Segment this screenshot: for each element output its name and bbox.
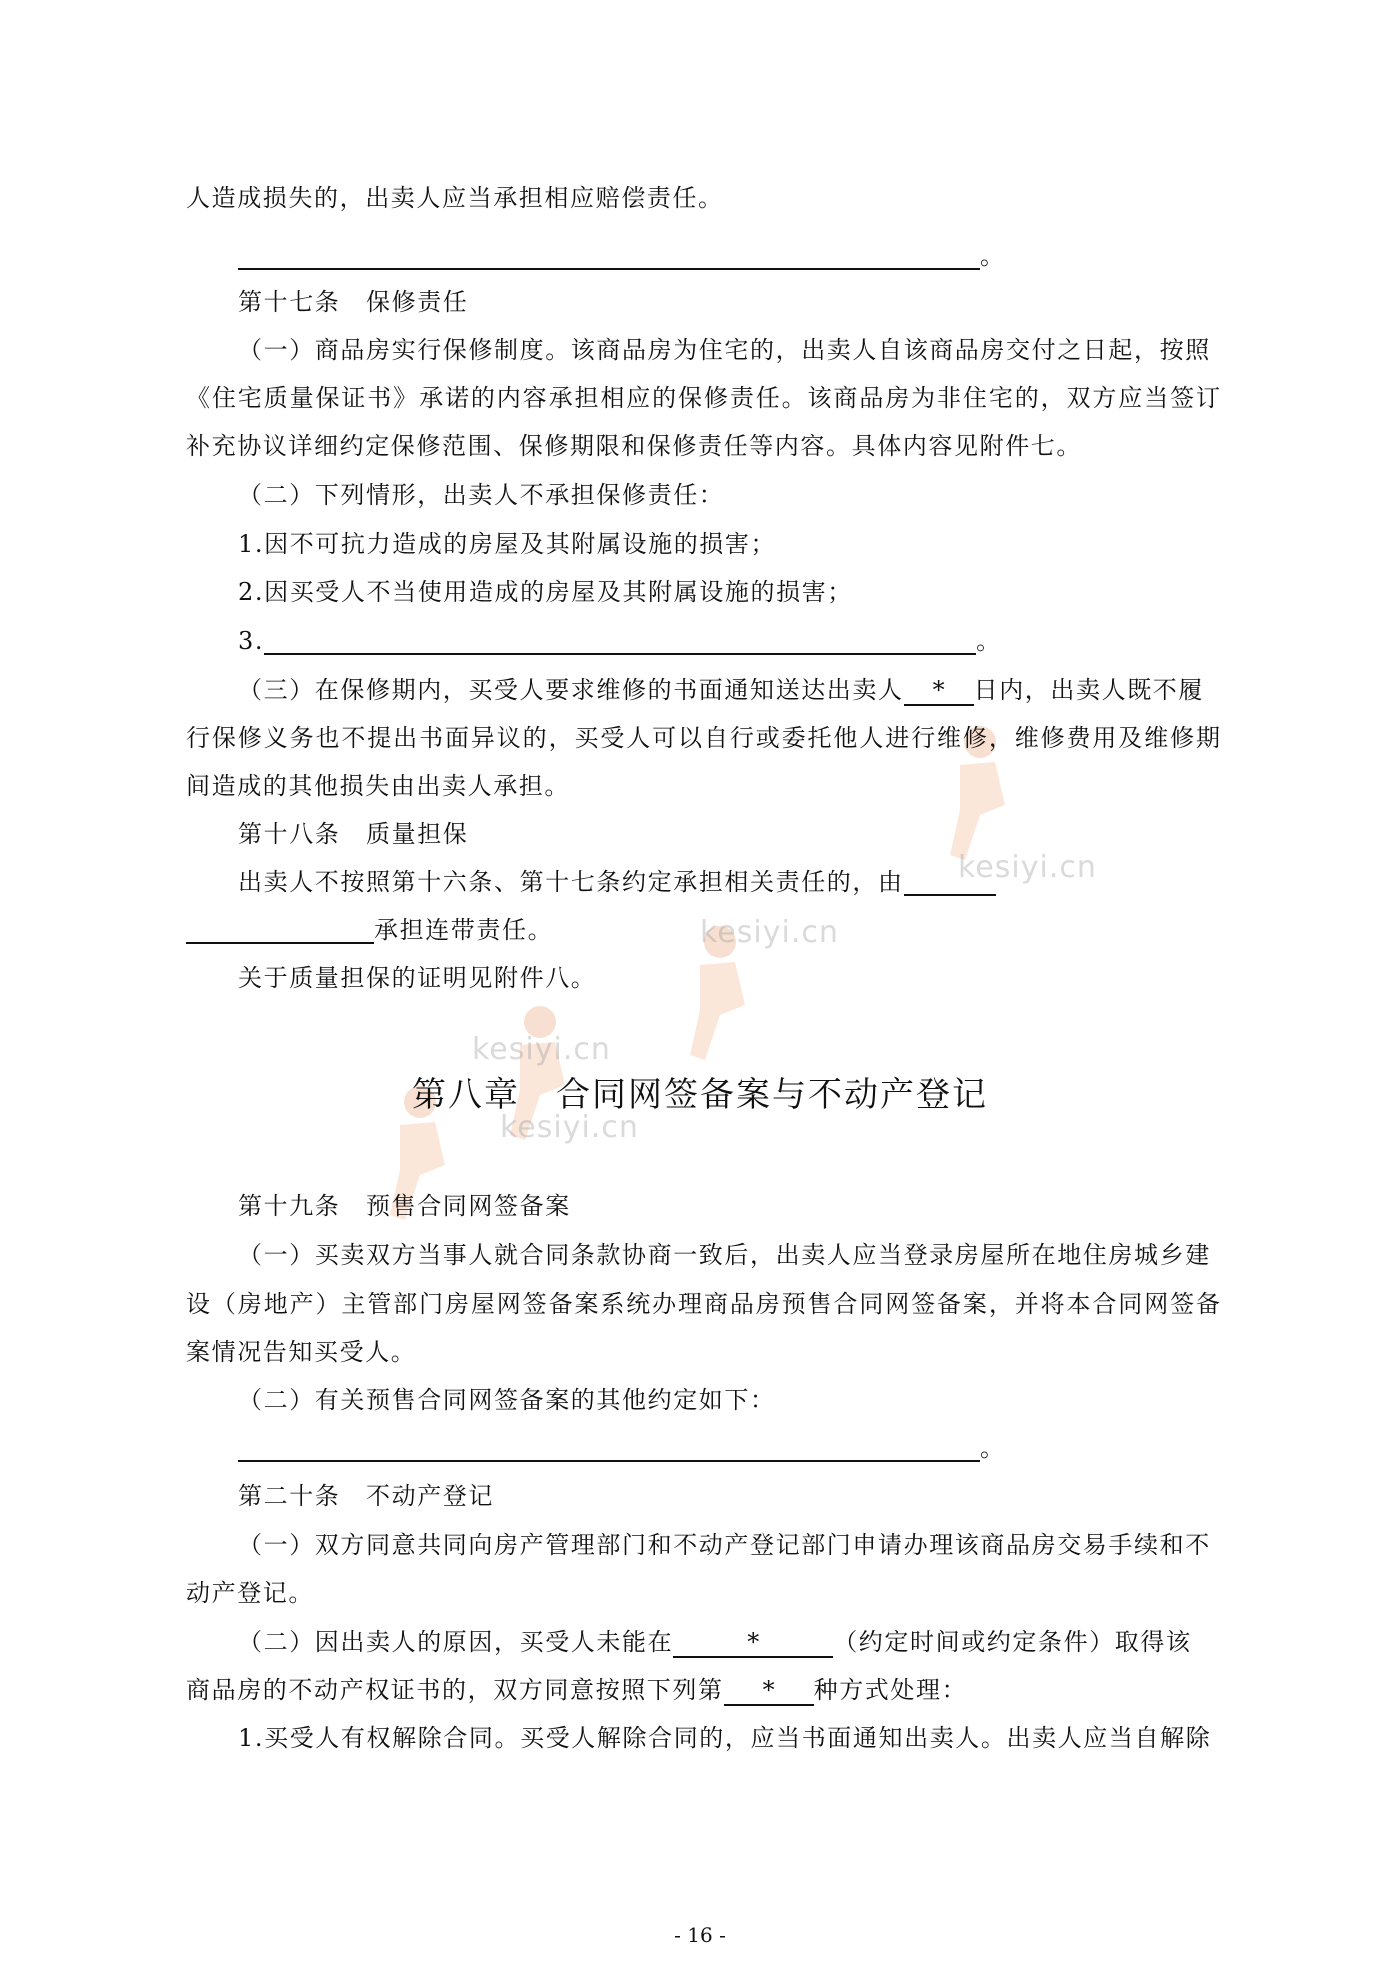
fill-blank: * <box>673 1628 833 1658</box>
paragraph-line: 《住宅质量保证书》承诺的内容承担相应的保修责任。该商品房为非住宅的，双方应当签订 <box>186 384 1221 412</box>
list-item: 2.因买受人不当使用造成的房屋及其附属设施的损害； <box>238 578 853 606</box>
fill-line <box>238 238 1006 274</box>
blank-line <box>186 916 374 944</box>
page-number: - 16 - <box>674 1923 726 1947</box>
list-item: 1.买受人有权解除合同。买受人解除合同的，应当书面通知出卖人。出卖人应当自解除 <box>238 1724 1212 1752</box>
article-17-title: 第十七条 保修责任 <box>238 288 469 316</box>
paragraph-line: 案情况告知买受人。 <box>186 1338 417 1366</box>
blank-line <box>904 868 996 896</box>
paragraph-line: （一）商品房实行保修制度。该商品房为住宅的，出卖人自该商品房交付之日起，按照 <box>238 336 1211 364</box>
paragraph-line: （一）买卖双方当事人就合同条款协商一致后，出卖人应当登录房屋所在地住房城乡建 <box>238 1241 1211 1269</box>
paragraph-line <box>186 912 553 948</box>
text-segment: 商品房的不动产权证书的，双方同意按照下列第 <box>186 1676 724 1704</box>
paragraph-line: 动产登记。 <box>186 1579 314 1607</box>
item-number: 3. <box>238 627 265 655</box>
text-segment: 出卖人不按照第十六条、第十七条约定承担相关责任的，由 <box>238 868 904 896</box>
watermark-text: kesiyi.cn <box>700 915 839 950</box>
paragraph-line <box>238 864 996 900</box>
paragraph-line: 间造成的其他损失由出卖人承担。 <box>186 772 570 800</box>
text-segment: 承担连带责任。 <box>374 916 554 944</box>
article-19-title: 第十九条 预售合同网签备案 <box>238 1192 571 1220</box>
paragraph-line: （二）有关预售合同网签备案的其他约定如下： <box>238 1386 776 1414</box>
text-segment: 日内，出卖人既不履 <box>973 676 1205 704</box>
watermark-text: kesiyi.cn <box>472 1032 611 1067</box>
paragraph-line <box>186 1672 967 1708</box>
fill-blank: * <box>724 1676 814 1706</box>
fill-line <box>238 1430 1006 1466</box>
paragraph-line: 设（房地产）主管部门房屋网签备案系统办理商品房预售合同网签备案，并将本合同网签备 <box>186 1290 1221 1318</box>
list-item: 1.因不可抗力造成的房屋及其附属设施的损害； <box>238 530 777 558</box>
period-mark: 。 <box>980 1434 1006 1462</box>
fill-blank: * <box>904 676 974 706</box>
paragraph-line: 关于质量担保的证明见附件八。 <box>238 964 597 992</box>
article-18-title: 第十八条 质量担保 <box>238 820 469 848</box>
text-segment: （二）因出卖人的原因，买受人未能在 <box>238 1628 674 1656</box>
text-segment: 种方式处理： <box>813 1676 968 1704</box>
chapter-title: 第八章 合同网签备案与不动产登记 <box>412 1075 988 1115</box>
paragraph-line: 人造成损失的，出卖人应当承担相应赔偿责任。 <box>186 184 724 212</box>
watermark-text: kesiyi.cn <box>500 1110 639 1145</box>
paragraph-line <box>238 1624 1192 1660</box>
paragraph-line: （一）双方同意共同向房产管理部门和不动产登记部门申请办理该商品房交易手续和不 <box>238 1531 1211 1559</box>
blank-line <box>238 242 980 270</box>
period-mark: 。 <box>976 627 1002 655</box>
watermark-text: kesiyi.cn <box>958 850 1097 885</box>
blank-line <box>264 627 976 655</box>
paragraph-line: 补充协议详细约定保修范围、保修期限和保修责任等内容。具体内容见附件七。 <box>186 432 1082 460</box>
text-segment: （三）在保修期内，买受人要求维修的书面通知送达出卖人 <box>238 676 904 704</box>
blank-line <box>238 1434 980 1462</box>
paragraph-line: （二）下列情形，出卖人不承担保修责任： <box>238 481 725 509</box>
period-mark: 。 <box>980 242 1006 270</box>
paragraph-line <box>238 672 1204 708</box>
article-20-title: 第二十条 不动产登记 <box>238 1482 494 1510</box>
text-segment: （约定时间或约定条件）取得该 <box>833 1628 1192 1656</box>
list-item <box>238 623 1002 659</box>
paragraph-line: 行保修义务也不提出书面异议的，买受人可以自行或委托他人进行维修，维修费用及维修期 <box>186 724 1221 752</box>
